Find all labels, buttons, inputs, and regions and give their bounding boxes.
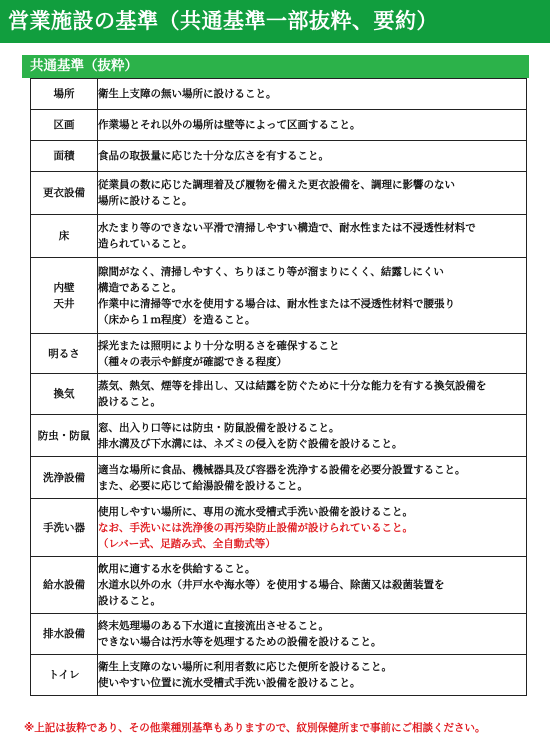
- description-line-highlight: なお、手洗いには洗浄後の再汚染防止設備が設けられていること。: [98, 521, 413, 534]
- description-line: 場所に設けること。: [98, 195, 193, 207]
- row-description: [98, 557, 527, 614]
- row-description: [98, 110, 527, 141]
- table-row: [31, 374, 527, 415]
- row-label-text: 面積: [53, 150, 75, 162]
- row-label: [31, 614, 98, 655]
- description-line: 排水溝及び下水溝には、ネズミの侵入を防ぐ設備を設けること。: [98, 437, 403, 450]
- row-label-text: 床: [58, 230, 70, 242]
- description-line: 作業場とそれ以外の場所は壁等によって区画すること。: [98, 119, 361, 131]
- page-title: 営業施設の基準（共通基準一部抜粋、要約）: [0, 0, 550, 43]
- row-description: [98, 172, 527, 215]
- row-description: [98, 79, 527, 110]
- description-line: 採光または照明により十分な明るさを確保すること: [98, 339, 340, 352]
- row-label-text: 防虫・防鼠: [37, 429, 91, 442]
- row-description: [98, 374, 527, 415]
- row-label-text: 場所: [53, 88, 75, 100]
- table-row: [31, 499, 527, 557]
- row-description: [98, 258, 527, 334]
- row-label: [31, 334, 98, 374]
- table-row: [31, 415, 527, 457]
- description-line: 造られていること。: [98, 238, 193, 250]
- standards-table: [30, 78, 527, 696]
- section-title: 共通基準（抜粋）: [22, 55, 529, 78]
- description-line: また、必要に応じて給湯設備を設けること。: [98, 479, 308, 492]
- description-line: 終末処理場のある下水道に直接流出させること。: [98, 620, 329, 632]
- table-row: [31, 79, 527, 110]
- description-line: 水たまり等のできない平滑で清掃しやすい構造で、耐水性または不浸透性材料で: [98, 222, 476, 234]
- row-label: [31, 415, 98, 457]
- description-line: 従業員の数に応じた調理着及び履物を備えた更衣設備を、調理に影響のない: [98, 179, 455, 191]
- description-line: 使用しやすい場所に、専用の流水受槽式手洗い設備を設けること。: [98, 505, 413, 518]
- row-description: [98, 141, 527, 172]
- description-line: 水道水以外の水（井戸水や海水等）を使用する場合、除菌又は殺菌装置を: [98, 579, 445, 591]
- description-line: できない場合は汚水等を処理するための設備を設けること。: [98, 636, 382, 648]
- table-row: [31, 110, 527, 141]
- row-description: [98, 614, 527, 655]
- row-label: [31, 141, 98, 172]
- row-label: [31, 374, 98, 415]
- row-label: [31, 215, 98, 258]
- table-row: [31, 557, 527, 614]
- description-line: （床から１ｍ程度）を造ること。: [98, 313, 256, 326]
- row-label-text: 更衣設備: [43, 187, 85, 199]
- row-label-text: 手洗い器: [43, 521, 85, 534]
- row-label: [31, 457, 98, 499]
- row-label: [31, 110, 98, 141]
- table-row: [31, 141, 527, 172]
- row-description: [98, 499, 527, 557]
- description-line: 衛生上支障のない場所に利用者数に応じた便所を設けること。: [98, 661, 392, 673]
- standards-table-body: [31, 79, 527, 696]
- table-row: [31, 172, 527, 215]
- description-line: 設けること。: [98, 595, 161, 607]
- description-line: 食品の取扱量に応じた十分な広さを有すること。: [98, 150, 329, 162]
- row-label-text: 区画: [53, 119, 75, 131]
- description-line: 飲用に適する水を供給すること。: [98, 563, 256, 575]
- description-line: 使いやすい位置に流水受槽式手洗い設備を設けること。: [98, 677, 361, 689]
- row-label-text: トイレ: [48, 669, 80, 681]
- row-label-text: 給水設備: [43, 579, 85, 591]
- row-description: [98, 415, 527, 457]
- row-label: [31, 499, 98, 557]
- row-label-text: 内壁: [53, 281, 75, 294]
- description-line-highlight: （レバー式、足踏み式、全自動式等）: [98, 537, 276, 550]
- description-line: 窓、出入り口等には防虫・防鼠設備を設けること。: [98, 421, 340, 434]
- table-row: [31, 258, 527, 334]
- description-line: 設けること。: [98, 396, 161, 408]
- row-label-text: 天井: [53, 297, 75, 310]
- row-label-text: 換気: [53, 388, 75, 400]
- row-description: [98, 215, 527, 258]
- table-row: [31, 655, 527, 696]
- description-line: （種々の表示や鮮度が確認できる程度）: [98, 355, 287, 368]
- table-row: [31, 215, 527, 258]
- row-label: [31, 258, 98, 334]
- row-description: [98, 655, 527, 696]
- footer-note: ※上記は抜粋であり、その他業種別基準もありますので、紋別保健所まで事前にご相談ください。: [24, 722, 486, 734]
- description-line: 蒸気、熱気、煙等を排出し、又は結露を防ぐために十分な能力を有する換気設備を: [98, 380, 487, 392]
- description-line: 適当な場所に食品、機械器具及び容器を洗浄する設備を必要分設置すること。: [98, 463, 466, 476]
- row-description: [98, 457, 527, 499]
- row-label-text: 洗浄設備: [43, 471, 85, 484]
- table-row: [31, 457, 527, 499]
- description-line: 隙間がなく、清掃しやすく、ちりほこり等が溜まりにくく、結露しにくい: [98, 265, 444, 278]
- row-label-text: 排水設備: [43, 628, 85, 640]
- row-label-text: 明るさ: [48, 347, 80, 360]
- description-line: 構造であること。: [98, 281, 182, 294]
- row-description: [98, 334, 527, 374]
- row-label: [31, 655, 98, 696]
- description-line: 作業中に清掃等で水を使用する場合は、耐水性または不浸透性材料で腰張り: [98, 297, 455, 310]
- table-row: [31, 614, 527, 655]
- row-label: [31, 172, 98, 215]
- row-label: [31, 79, 98, 110]
- table-row: [31, 334, 527, 374]
- row-label: [31, 557, 98, 614]
- description-line: 衛生上支障の無い場所に設けること。: [98, 88, 277, 100]
